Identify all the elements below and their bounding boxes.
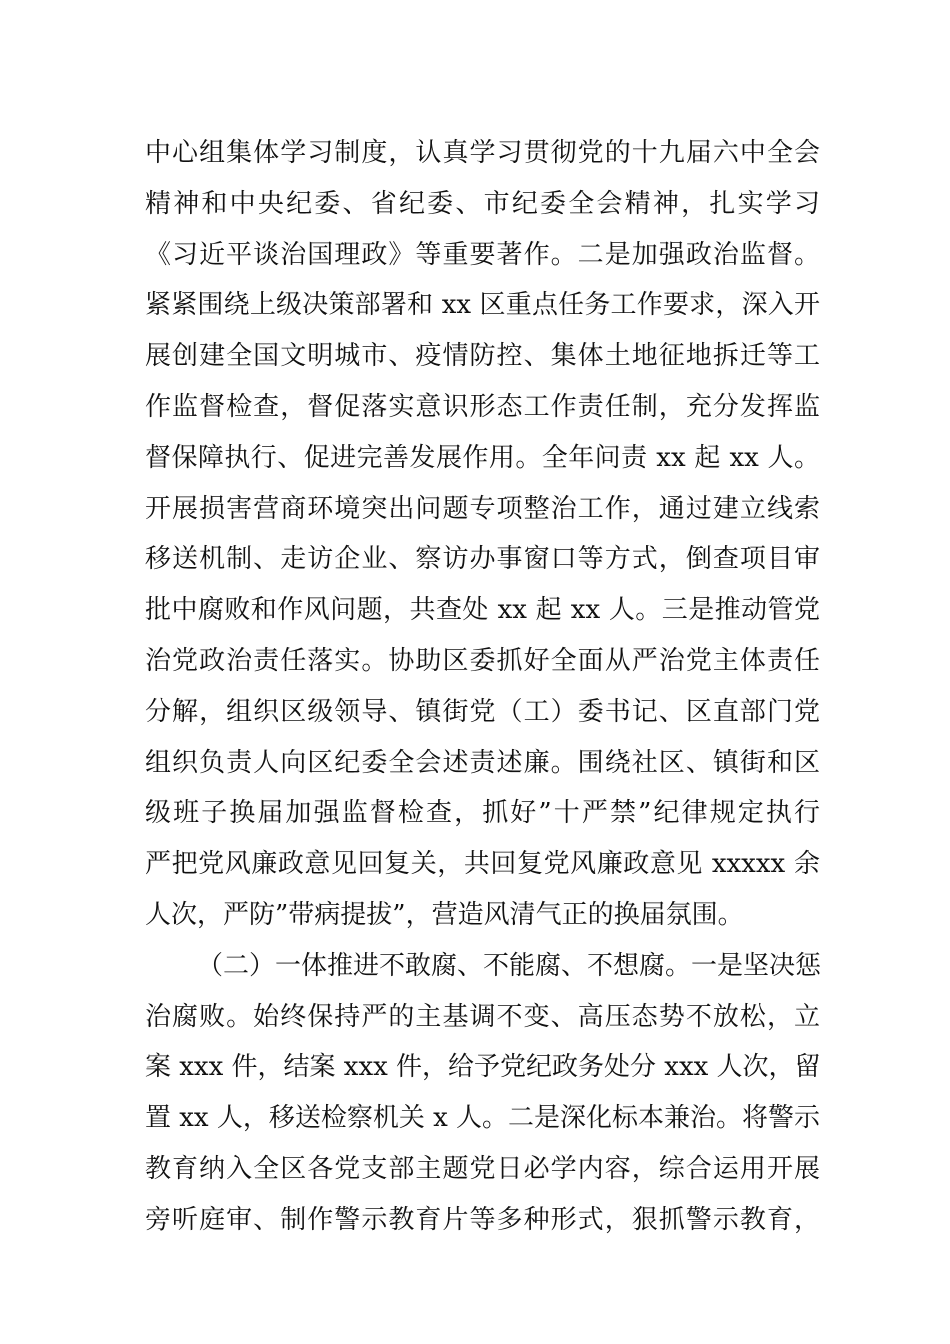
text-line-9: 移送机制、走访企业、察访办事窗口等方式，倒查项目审: [145, 544, 820, 575]
text-line-20: 置 xx 人，移送检察机关 x 人。二是深化标本兼治。将警示: [145, 1103, 821, 1134]
text-line-21: 教育纳入全区各党支部主题党日必学内容，综合运用开展: [145, 1153, 820, 1184]
text-line-1: 中心组集体学习制度，认真学习贯彻党的十九届六中全会: [145, 138, 820, 168]
document-body: [145, 128, 820, 1246]
text-line-12: 分解，组织区级领导、镇街党（工）委书记、区直部门党: [145, 696, 820, 727]
text-line-8: 开展损害营商环境突出问题专项整治工作，通过建立线索: [145, 493, 820, 524]
text-line-10: 批中腐败和作风问题，共查处 xx 起 xx 人。三是推动管党: [145, 595, 820, 626]
text-line-15: 严把党风廉政意见回复关，共回复党风廉政意见 xxxxx 余: [145, 849, 820, 880]
text-line-16: 人次，严防”带病提拔”，营造风清气正的换届氛围。: [145, 899, 744, 930]
text-line-2: 精神和中央纪委、省纪委、市纪委全会精神，扎实学习: [145, 188, 820, 219]
text-line-6: 作监督检查，督促落实意识形态工作责任制，充分发挥监: [145, 391, 820, 422]
text-line-13: 组织负责人向区纪委全会述责述廉。围绕社区、镇街和区: [145, 747, 820, 778]
text-line-17: （二）一体推进不敢腐、不能腐、不想腐。一是坚决惩: [197, 950, 822, 981]
text-line-7: 督保障执行、促进完善发展作用。全年问责 xx 起 xx 人。: [145, 442, 820, 473]
text-line-3: 《习近平谈治国理政》等重要著作。二是加强政治监督。: [145, 239, 820, 270]
text-line-5: 展创建全国文明城市、疫情防控、集体土地征地拆迁等工: [145, 341, 820, 372]
text-line-18: 治腐败。始终保持严的主基调不变、高压态势不放松，立: [145, 1001, 820, 1032]
text-line-22: 旁听庭审、制作警示教育片等多种形式，狠抓警示教育，: [145, 1204, 820, 1235]
text-line-4: 紧紧围绕上级决策部署和 xx 区重点任务工作要求，深入开: [145, 290, 820, 321]
text-line-19: 案 xxx 件，结案 xxx 件，给予党纪政务处分 xxx 人次，留: [145, 1052, 821, 1083]
text-line-11: 治党政治责任落实。协助区委抓好全面从严治党主体责任: [145, 645, 820, 676]
text-line-14: 级班子换届加强监督检查，抓好”十严禁”纪律规定执行: [145, 798, 820, 829]
